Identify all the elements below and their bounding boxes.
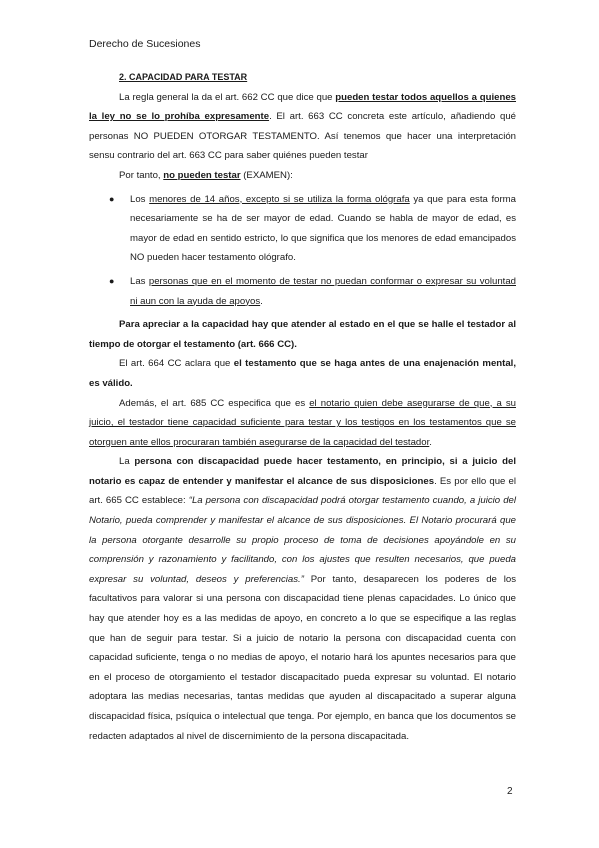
incapacity-list: [89, 190, 516, 312]
paragraph-discapacidad: [89, 452, 516, 746]
quote-text: “La persona con discapacidad podrá otorgar testamento cuando, a juicio del Notario, pueda comprender y manifestar el alcance de sus disposiciones. El Notario procurará que la persona otorgante desarrolle su propio proceso de toma de decisiones apoyándole en su comprensión y razonamiento y facilitando, con los ajustes que resulten necesarios, que pueda expresar su voluntad, deseos y preferencias.”: [89, 495, 517, 585]
text-span: Además, el art. 685 CC especifica que es: [119, 397, 310, 409]
underlined-text: menores de 14 años, excepto si se utiliza la forma ológrafa: [149, 193, 410, 205]
list-item: [89, 190, 516, 268]
text-span: Los: [130, 193, 150, 205]
underlined-text: el notario quien debe asegurarse de que, a su juicio, el testador tiene capacidad suficiente para testar y los testigos en los testamentos que se otorguen ante ellos procuraran también asegurarse de la capacidad del testador: [89, 397, 516, 448]
text-span: . Es por ello que el art. 665 CC establece:: [89, 475, 516, 507]
bullet-icon: ●: [109, 193, 115, 204]
text-span: (EXAMEN):: [240, 169, 293, 181]
paragraph-art-685: [89, 394, 516, 453]
text-span: Las: [130, 275, 149, 287]
bold-text: el testamento que se haga antes de una enajenación mental, es válido.: [89, 358, 517, 389]
underlined-text: personas que en el momento de testar no puedan conformar o expresar su voluntad ni aun con la ayuda de apoyos: [130, 275, 516, 307]
text-span: . El art. 663 CC concreta este artículo, añadiendo qué personas NO PUEDEN OTORGAR TESTAMENTO. Así tenemos que hacer una interpretación sensu contrario del art. 663 CC para saber quiénes pueden testar: [89, 111, 517, 162]
bold-text: Para apreciar a la capacidad hay que atender al estado en el que se halle el testador al tiempo de otorgar el testamento (art. 666 CC).: [89, 319, 516, 350]
text-span: Por tanto, desaparecen los poderes de los facultativos para valorar si una persona con discapacidad tiene plenas capacidades. Lo único que hay que atender hoy es a las medidas de apoyo, en concreto a lo que se especifique a las reglas que han de seguir para testar. Si a juicio de notario la persona con discapacidad cuenta con capacidad suficiente, tenga o no medias de apoyo, el notario hará los apuntes necesarios para que en el proceso de otorgamiento el testador discapacitado pueda expresar su voluntad. El notario adoptara las medias necesarias, tantas medidas que ayuden al discapacitado a superar alguna discapacidad física, psíquica o intelectual que tenga. Por ejemplo, en banca que los documentos se redacten adaptados al nivel de discernimiento de la persona discapacitada.: [89, 573, 516, 742]
paragraph-art-664: [89, 354, 516, 393]
text-span: .: [260, 295, 263, 307]
section-title: 2. CAPACIDAD PARA TESTAR: [119, 72, 248, 82]
text-span: El art. 664 CC aclara que: [119, 358, 234, 370]
emphasis-text: no pueden testar: [163, 169, 241, 181]
text-span: .: [429, 436, 432, 448]
text-span: La regla general la da el art. 662 CC que dice que: [119, 91, 336, 103]
text-span: ya que para esta forma necesariamente se ha de ser mayor de edad. Cuando se habla de mayor de edad, es mayor de edad en sentido estricto, lo que significa que los menores de edad emancipados NO pueden hacer testamento ológrafo.: [130, 193, 517, 264]
list-item: [89, 272, 516, 311]
emphasis-text: pueden testar todos aquellos a quienes la ley no se lo prohíba expresamente: [89, 91, 517, 123]
text-span: Por tanto,: [119, 169, 164, 181]
bold-text: persona con discapacidad puede hacer testamento, en principio, si a juicio del notario es capaz de entender y manifestar el alcance de sus disposiciones: [89, 456, 517, 487]
bullet-icon: ●: [109, 275, 115, 286]
paragraph-general-rule: [89, 88, 516, 166]
running-header: Derecho de Sucesiones: [89, 38, 201, 50]
page-number: 2: [507, 786, 513, 797]
text-span: La: [119, 456, 135, 468]
paragraph-capacity-state: [89, 315, 516, 354]
paragraph-no-pueden: [89, 166, 516, 186]
document-body: [89, 68, 516, 746]
